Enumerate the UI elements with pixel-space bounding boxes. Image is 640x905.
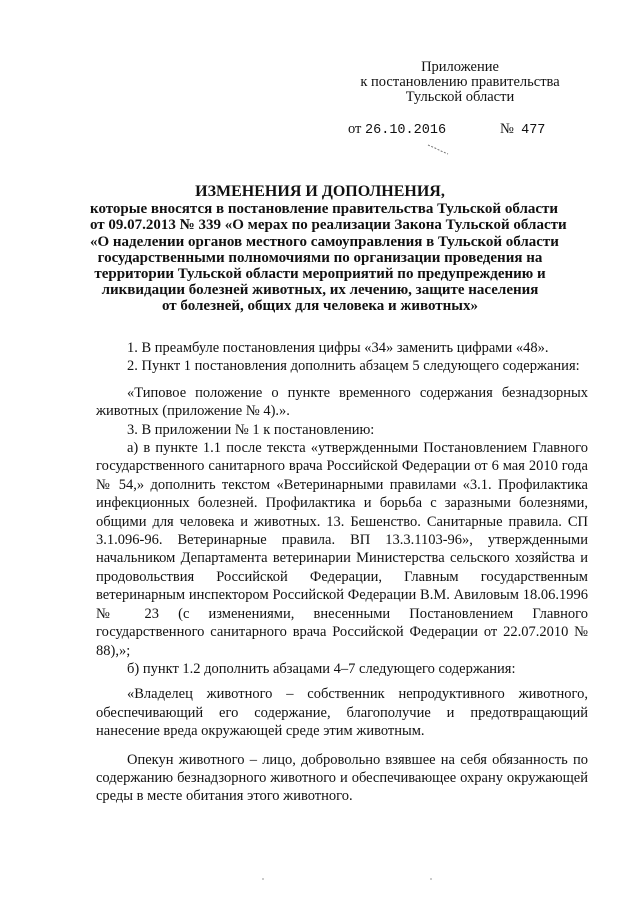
paragraph-7: «Владелец животного – собственник непродуктивного животного, обеспечивающий его содержание, благополучие и предотвращающий нанесение вреда окружающей среде этим животным. [96, 686, 588, 740]
title-line: ликвидации болезней животных, их лечению, защите населения [101, 282, 539, 299]
title-line: государственными полномочиями по организации проведения на [97, 249, 543, 266]
title-line: которые вносятся в постановление правительства Тульской области [90, 201, 559, 218]
scan-speck [430, 878, 432, 880]
document-title [90, 183, 567, 315]
number-value: 477 [521, 123, 546, 138]
scan-mark [427, 143, 449, 155]
title-line: от болезней, общих для человека и животных» [161, 298, 478, 315]
title-line: от 09.07.2013 № 339 «О мерах по реализации Закона Тульской области [90, 217, 567, 234]
title-line: территории Тульской области мероприятий по предупреждению и [94, 266, 546, 283]
appendix-header [330, 60, 590, 105]
appendix-line-3: Тульской области [405, 89, 515, 105]
paragraph-6: б) пункт 1.2 дополнить абзацами 4–7 следующего содержания: [127, 660, 516, 677]
date-field [348, 121, 446, 138]
paragraph-8: Опекун животного – лицо, добровольно взявшее на себя обязанность по содержанию безнадзорного животного и обеспечивающее охрану окружающей среды в месте обитания этого животного. [96, 751, 588, 805]
appendix-line-1: Приложение [421, 59, 499, 75]
scan-speck [262, 878, 264, 880]
paragraph-3: «Типовое положение о пункте временного содержания безнадзорных животных (приложение № 4).». [96, 384, 588, 420]
title-heading: ИЗМЕНЕНИЯ И ДОПОЛНЕНИЯ, [195, 183, 445, 200]
paragraph-4: 3. В приложении № 1 к постановлению: [127, 421, 375, 438]
title-line: «О наделении органов местного самоуправления в Тульской области [90, 233, 559, 250]
paragraph-2: 2. Пункт 1 постановления дополнить абзацем 5 следующего содержания: [127, 358, 580, 375]
appendix-line-2: к постановлению правительства [360, 74, 560, 90]
number-sign: № [500, 121, 514, 137]
paragraph-1: 1. В преамбуле постановления цифры «34» заменить цифрами «48». [127, 340, 549, 356]
date-value: 26.10.2016 [365, 123, 447, 138]
paragraph-5: а) в пункте 1.1 после текста «утвержденными Постановлением Главного государственного санитарного врача Российской Федерации от 6 мая 2010 года № 54,» дополнить текстом «Ветеринарными правилами «3.1. Профилактика инфекционных болезней. Профилактика и борьба с заразными болезнями, общими для человека и животных. 13. Бешенство. Санитарные правила. СП 3.1.096-96. Ветеринарные правила. ВП 13.3.1103-96», утвержденными начальником Департамента ветеринарии Министерства сельского хозяйства и продовольствия Российской Федерации, Главным государственным ветеринарным инспектором Российской Федерации В.М. Авиловым 18.06.1996 № 23 (с изменениями, внесенными Постановлением Главного государственного санитарного врача Российской Федерации от 22.07.2010 № 88),»; [96, 440, 588, 659]
date-prefix: от [348, 121, 362, 137]
number-field [500, 121, 545, 138]
document-body [96, 339, 588, 806]
